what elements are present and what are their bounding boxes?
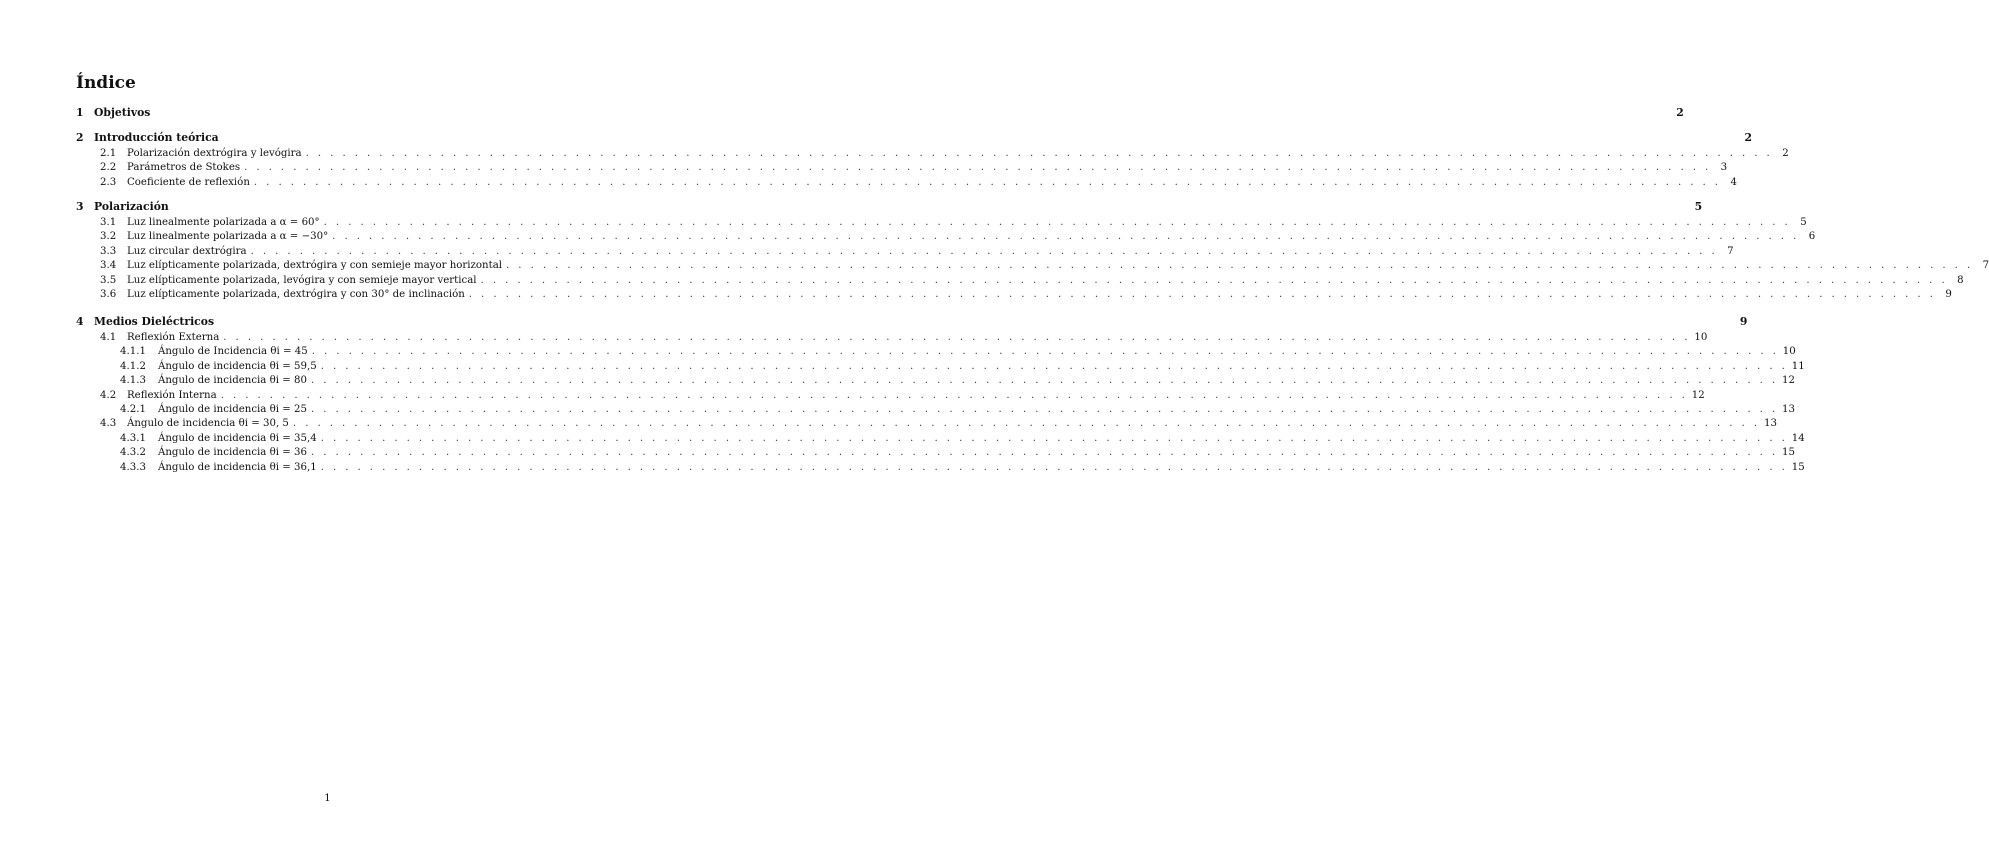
toc-dot-leader: . . . . . . . . . . . . . . . . . . . . . . . . . . . . . . . . . . . . . . . . . . . . . . . . . . . . . . . . . . . . . . . . . . . . . . . . . . . . . . . . . . . . . . . . . . . . . . . . . . . . . . . . . . . . . . . . . . . . . . . . — [506, 260, 1974, 272]
toc-entry-label: Ángulo de incidencia θi = 36,1 — [158, 461, 317, 473]
toc-entry-subsubsection-4-1-3[interactable] — [76, 374, 1795, 388]
toc-dot-leader: . . . . . . . . . . . . . . . . . . . . . . . . . . . . . . . . . . . . . . . . . . . . . . . . . . . . . . . . . . . . . . . . . . . . . . . . . . . . . . . . . . . . . . . . . . . . . . . . . . . . . . . . . . . . . . . . . . . . . . . . — [253, 176, 1721, 188]
toc-entry-number: 4.1 — [100, 332, 117, 343]
toc-entry-page: 15 — [1782, 447, 1795, 459]
toc-entry-page: 13 — [1782, 404, 1795, 415]
toc-entry-subsection-2-1[interactable] — [76, 147, 1789, 161]
toc-dot-leader: . . . . . . . . . . . . . . . . . . . . . . . . . . . . . . . . . . . . . . . . . . . . . . . . . . . . . . . . . . . . . . . . . . . . . . . . . . . . . . . . . . . . . . . . . . . . . . . . . . . . . . . . . . . . . . . . . . . . . . . . — [250, 245, 1718, 257]
toc-dot-leader: . . . . . . . . . . . . . . . . . . . . . . . . . . . . . . . . . . . . . . . . . . . . . . . . . . . . . . . . . . . . . . . . . . . . . . . . . . . . . . . . . . . . . . . . . . . . . . . . . . . . . . . . . . . . . . . . . . . . . . . . — [220, 389, 1688, 401]
toc-entry-number: 4.3 — [100, 418, 117, 430]
toc-entry-subsection-3-1[interactable] — [76, 216, 1807, 230]
toc-entry-number: 4.2.1 — [120, 404, 146, 415]
toc-entry-page: 5 — [1800, 217, 1807, 228]
toc-dot-leader: . . . . . . . . . . . . . . . . . . . . . . . . . . . . . . . . . . . . . . . . . . . . . . . . . . . . . . . . . . . . . . . . . . . . . . . . . . . . . . . . . . . . . . . . . . . . . . . . . . . . . . . . . . . . . . . . . . . . . . . . — [480, 274, 1948, 286]
toc-entry-label: Ángulo de incidencia θi = 35,4 — [158, 432, 317, 444]
toc-dot-leader: . . . . . . . . . . . . . . . . . . . . . . . . . . . . . . . . . . . . . . . . . . . . . . . . . . . . . . . . . . . . . . . . . . . . . . . . . . . . . . . . . . . . . . . . . . . . . . . . . . . . . . . . . . . . . . . . . . . . . . . . — [323, 217, 1791, 228]
toc-entry-number: 3.3 — [100, 245, 117, 257]
toc-entry-label: Medios Dieléctricos — [94, 315, 215, 328]
toc-entry-section-1[interactable] — [76, 106, 1684, 120]
toc-entry-number: 4.1.3 — [120, 375, 146, 387]
toc-dot-leader: . . . . . . . . . . . . . . . . . . . . . . . . . . . . . . . . . . . . . . . . . . . . . . . . . . . . . . . . . . . . . . . . . . . . . . . . . . . . . . . . . . . . . . . . . . . . . . . . . . . . . . . . . . . . . . . . . . . . . . . . — [320, 461, 1788, 473]
toc-entry-subsubsection-4-3-2[interactable] — [76, 446, 1795, 460]
toc-entry-subsection-4-2[interactable] — [76, 389, 1705, 403]
toc-entry-subsection-4-1[interactable] — [76, 331, 1708, 345]
toc-entry-subsection-2-2[interactable] — [76, 161, 1728, 175]
toc-entry-label: Coeficiente de reflexión — [127, 176, 250, 188]
toc-entry-number: 2.1 — [100, 148, 117, 159]
toc-entry-number: 3.5 — [100, 274, 117, 286]
toc-entry-subsubsection-4-3-1[interactable] — [76, 432, 1805, 446]
toc-entry-label: Ángulo de incidencia θi = 80 — [158, 375, 307, 387]
toc-entry-section-2[interactable] — [76, 131, 1753, 145]
toc-entry-page: 12 — [1691, 389, 1705, 401]
toc-dot-leader: . . . . . . . . . . . . . . . . . . . . . . . . . . . . . . . . . . . . . . . . . . . . . . . . . . . . . . . . . . . . . . . . . . . . . . . . . . . . . . . . . . . . . . . . . . . . . . . . . . . . . . . . . . . . . . . . . . . . . . . . — [223, 332, 1691, 343]
toc-entry-subsubsection-4-1-2[interactable] — [76, 360, 1805, 374]
toc-entry-label: Parámetros de Stokes — [127, 162, 241, 174]
toc-entry-label: Luz circular dextrógira — [127, 245, 247, 257]
toc-entry-page: 8 — [1957, 274, 1964, 286]
toc-entry-label: Ángulo de Incidencia θi = 45 — [158, 346, 308, 358]
toc-entry-page: 2 — [1744, 131, 1753, 144]
toc-entry-page: 4 — [1730, 176, 1737, 188]
toc-entry-subsection-3-3[interactable] — [76, 245, 1734, 259]
toc-entry-page: 12 — [1782, 375, 1795, 387]
toc-entry-number: 3.1 — [100, 217, 117, 228]
toc-entry-label: Ángulo de incidencia θi = 25 — [158, 404, 307, 415]
toc-entry-label: Ángulo de incidencia θi = 36 — [158, 447, 307, 459]
toc-title: Índice — [76, 73, 136, 93]
toc-entry-label: Ángulo de incidencia θi = 59,5 — [158, 360, 317, 372]
toc-entry-page: 10 — [1694, 332, 1708, 343]
toc-entry-number: 2 — [76, 131, 84, 144]
toc-entry-number: 3.4 — [100, 260, 117, 272]
toc-entry-subsection-2-3[interactable] — [76, 176, 1737, 190]
toc-entry-number: 4.3.3 — [120, 461, 146, 473]
toc-dot-leader: . . . . . . . . . . . . . . . . . . . . . . . . . . . . . . . . . . . . . . . . . . . . . . . . . . . . . . . . . . . . . . . . . . . . . . . . . . . . . . . . . . . . . . . . . . . . . . . . . . . . . . . . . . . . . . . . . . . . . . . . — [320, 432, 1788, 444]
toc-entry-label: Reflexión Interna — [127, 389, 217, 401]
toc-entry-number: 3 — [76, 200, 84, 213]
toc-entry-label: Introducción teórica — [94, 131, 219, 144]
toc-entry-label: Polarización — [94, 200, 169, 213]
toc-entry-page: 9 — [1739, 315, 1748, 328]
toc-dot-leader: . . . . . . . . . . . . . . . . . . . . . . . . . . . . . . . . . . . . . . . . . . . . . . . . . . . . . . . . . . . . . . . . . . . . . . . . . . . . . . . . . . . . . . . . . . . . . . . . . . . . . . . . . . . . . . . . . . . . . . . . — [244, 162, 1712, 174]
toc-entry-page: 7 — [1982, 260, 1989, 272]
toc-entry-page: 15 — [1791, 461, 1805, 473]
toc-entry-number: 4.1.2 — [120, 360, 146, 372]
toc-entry-number: 4.1.1 — [120, 346, 146, 358]
toc-entry-section-3[interactable] — [76, 200, 1703, 214]
toc-entry-number: 4.3.2 — [120, 447, 146, 459]
toc-entry-subsection-3-2[interactable] — [76, 230, 1816, 244]
toc-entry-subsubsection-4-3-3[interactable] — [76, 461, 1805, 475]
toc-entry-number: 4.3.1 — [120, 432, 146, 444]
toc-entry-label: Luz linealmente polarizada a α = −30° — [127, 231, 329, 243]
toc-entry-page: 9 — [1945, 289, 1952, 300]
toc-dot-leader: . . . . . . . . . . . . . . . . . . . . . . . . . . . . . . . . . . . . . . . . . . . . . . . . . . . . . . . . . . . . . . . . . . . . . . . . . . . . . . . . . . . . . . . . . . . . . . . . . . . . . . . . . . . . . . . . . . . . . . . . — [305, 148, 1773, 159]
toc-entry-label: Reflexión Externa — [127, 332, 220, 343]
page-number: 1 — [324, 792, 331, 804]
toc-dot-leader: . . . . . . . . . . . . . . . . . . . . . . . . . . . . . . . . . . . . . . . . . . . . . . . . . . . . . . . . . . . . . . . . . . . . . . . . . . . . . . . . . . . . . . . . . . . . . . . . . . . . . . . . . . . . . . . . . . . . . . . . — [310, 447, 1779, 459]
toc-dot-leader: . . . . . . . . . . . . . . . . . . . . . . . . . . . . . . . . . . . . . . . . . . . . . . . . . . . . . . . . . . . . . . . . . . . . . . . . . . . . . . . . . . . . . . . . . . . . . . . . . . . . . . . . . . . . . . . . . . . . . . . . — [292, 418, 1760, 430]
toc-dot-leader: . . . . . . . . . . . . . . . . . . . . . . . . . . . . . . . . . . . . . . . . . . . . . . . . . . . . . . . . . . . . . . . . . . . . . . . . . . . . . . . . . . . . . . . . . . . . . . . . . . . . . . . . . . . . . . . . . . . . . . . . — [332, 231, 1800, 243]
toc-entry-page: 6 — [1808, 231, 1816, 243]
toc-entry-number: 2.2 — [100, 162, 117, 174]
toc-entry-page: 5 — [1694, 200, 1703, 213]
toc-entry-label: Polarización dextrógira y levógira — [127, 148, 302, 159]
toc-dot-leader: . . . . . . . . . . . . . . . . . . . . . . . . . . . . . . . . . . . . . . . . . . . . . . . . . . . . . . . . . . . . . . . . . . . . . . . . . . . . . . . . . . . . . . . . . . . . . . . . . . . . . . . . . . . . . . . . . . . . . . . . — [311, 346, 1779, 358]
toc-entry-page: 13 — [1763, 418, 1777, 430]
toc-entry-label: Objetivos — [94, 106, 151, 119]
toc-entry-number: 2.3 — [100, 176, 117, 188]
toc-entry-number: 3.6 — [100, 289, 117, 300]
toc-entry-label: Luz linealmente polarizada a α = 60° — [127, 217, 320, 228]
toc-entry-label: Luz elípticamente polarizada, dextrógira y con semieje mayor horizontal — [127, 260, 503, 272]
toc-entry-label: Luz elípticamente polarizada, dextrógira y con 30° de inclinación — [127, 289, 465, 300]
toc-entry-page: 3 — [1720, 162, 1728, 174]
toc-entry-subsection-4-3[interactable] — [76, 417, 1777, 431]
toc-entry-subsection-3-6[interactable] — [76, 288, 1952, 302]
toc-entry-subsubsection-4-2-1[interactable] — [76, 403, 1795, 417]
toc-entry-page: 14 — [1791, 432, 1805, 444]
toc-dot-leader: . . . . . . . . . . . . . . . . . . . . . . . . . . . . . . . . . . . . . . . . . . . . . . . . . . . . . . . . . . . . . . . . . . . . . . . . . . . . . . . . . . . . . . . . . . . . . . . . . . . . . . . . . . . . . . . . . . . . . . . . — [310, 404, 1779, 415]
toc-entry-page: 2 — [1676, 106, 1684, 119]
toc-entry-number: 4 — [76, 315, 84, 328]
toc-dot-leader: . . . . . . . . . . . . . . . . . . . . . . . . . . . . . . . . . . . . . . . . . . . . . . . . . . . . . . . . . . . . . . . . . . . . . . . . . . . . . . . . . . . . . . . . . . . . . . . . . . . . . . . . . . . . . . . . . . . . . . . . — [468, 289, 1936, 300]
toc-entry-number: 3.2 — [100, 231, 117, 243]
toc-entry-label: Ángulo de incidencia θi = 30, 5 — [127, 418, 289, 430]
toc-entry-subsubsection-4-1-1[interactable] — [76, 345, 1796, 359]
toc-entry-page: 7 — [1727, 245, 1734, 257]
toc-entry-page: 2 — [1782, 148, 1789, 159]
toc-entry-section-4[interactable] — [76, 315, 1748, 329]
toc-entry-page: 10 — [1782, 346, 1796, 358]
toc-dot-leader: . . . . . . . . . . . . . . . . . . . . . . . . . . . . . . . . . . . . . . . . . . . . . . . . . . . . . . . . . . . . . . . . . . . . . . . . . . . . . . . . . . . . . . . . . . . . . . . . . . . . . . . . . . . . . . . . . . . . . . . . — [320, 360, 1788, 372]
toc-dot-leader: . . . . . . . . . . . . . . . . . . . . . . . . . . . . . . . . . . . . . . . . . . . . . . . . . . . . . . . . . . . . . . . . . . . . . . . . . . . . . . . . . . . . . . . . . . . . . . . . . . . . . . . . . . . . . . . . . . . . . . . . — [310, 375, 1779, 387]
toc-entry-label: Luz elípticamente polarizada, levógira y con semieje mayor vertical — [127, 274, 477, 286]
toc-entry-subsection-3-5[interactable] — [76, 274, 1964, 288]
toc-entry-subsection-3-4[interactable] — [76, 259, 1989, 273]
toc-entry-page: 11 — [1791, 360, 1805, 372]
toc-entry-number: 1 — [76, 106, 84, 119]
toc-entry-number: 4.2 — [100, 389, 117, 401]
